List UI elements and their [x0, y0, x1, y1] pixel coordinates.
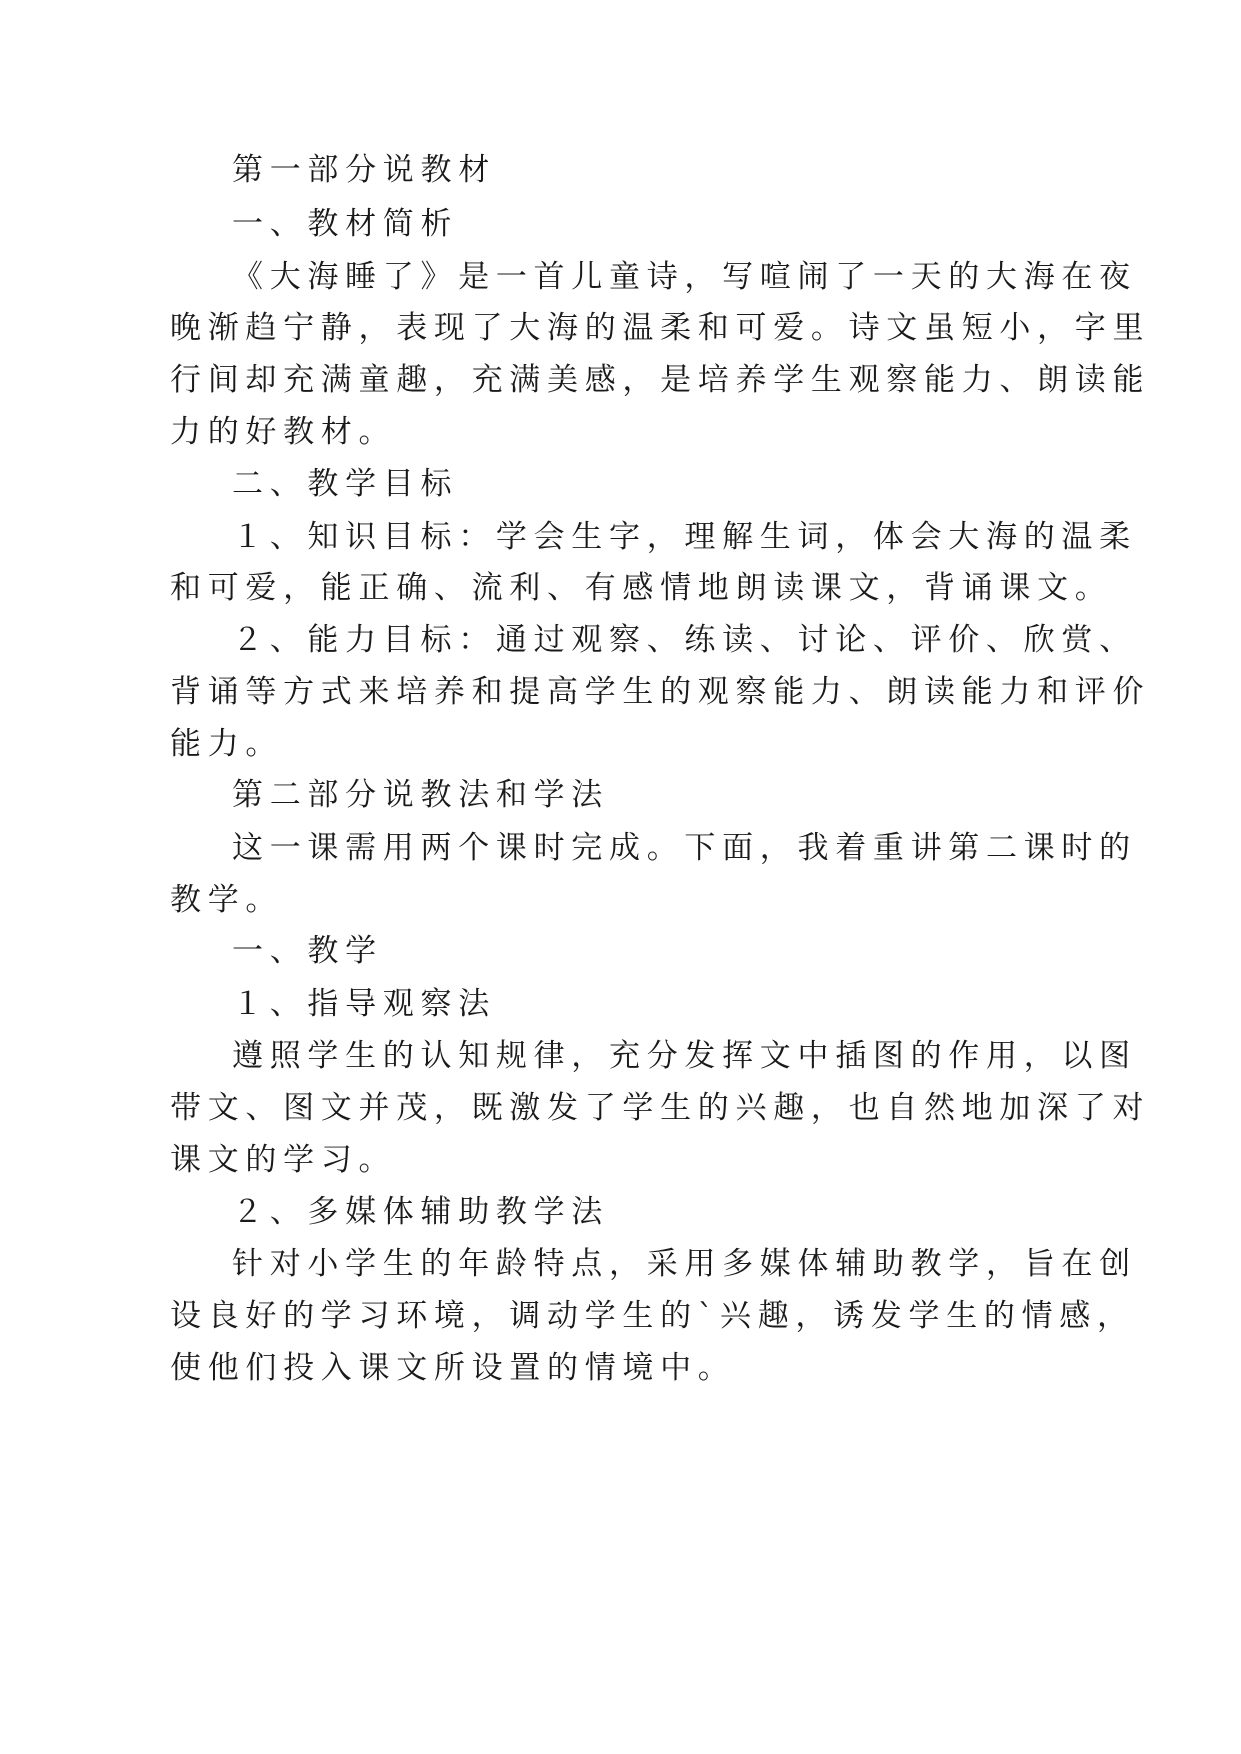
paragraph-line: 教学。 [170, 882, 284, 918]
paragraph-line: 设良好的学习环境，调动学生的`兴趣，诱发学生的情感， [170, 1298, 1135, 1334]
paragraph-line: 使他们投入课文所设置的情境中。 [170, 1350, 736, 1386]
list-item-heading: １、指导观察法 [232, 986, 496, 1022]
section-heading: 第二部分说教法和学法 [232, 777, 609, 813]
list-item-line: 和可爱，能正确、流利、有感情地朗读课文，背诵课文。 [170, 570, 1113, 606]
paragraph-line: 遵照学生的认知规律，充分发挥文中插图的作用，以图 [232, 1038, 1137, 1074]
list-item-line: １、知识目标：学会生字，理解生词，体会大海的温柔 [232, 519, 1137, 555]
list-item-line: 能力。 [170, 726, 284, 762]
subsection-heading: 一、教学 [232, 933, 383, 969]
paragraph-line: 针对小学生的年龄特点，采用多媒体辅助教学，旨在创 [232, 1246, 1137, 1282]
section-heading: 第一部分说教材 [232, 152, 496, 188]
paragraph-line: 行间却充满童趣，充满美感，是培养学生观察能力、朗读能 [170, 362, 1151, 398]
list-item-heading: ２、多媒体辅助教学法 [232, 1194, 609, 1230]
paragraph-line: 课文的学习。 [170, 1142, 397, 1178]
paragraph-line: 《大海睡了》是一首儿童诗，写喧闹了一天的大海在夜 [232, 259, 1137, 295]
list-item-line: ２、能力目标：通过观察、练读、讨论、评价、欣赏、 [232, 622, 1137, 658]
subsection-heading: 一、教材简析 [232, 206, 459, 242]
subsection-heading: 二、教学目标 [232, 466, 459, 502]
paragraph-line: 晚渐趋宁静，表现了大海的温柔和可爱。诗文虽短小，字里 [170, 310, 1151, 346]
paragraph-line: 带文、图文并茂，既激发了学生的兴趣，也自然地加深了对 [170, 1090, 1151, 1126]
paragraph-line: 力的好教材。 [170, 414, 397, 450]
list-item-line: 背诵等方式来培养和提高学生的观察能力、朗读能力和评价 [170, 674, 1151, 710]
paragraph-line: 这一课需用两个课时完成。下面，我着重讲第二课时的 [232, 830, 1137, 866]
